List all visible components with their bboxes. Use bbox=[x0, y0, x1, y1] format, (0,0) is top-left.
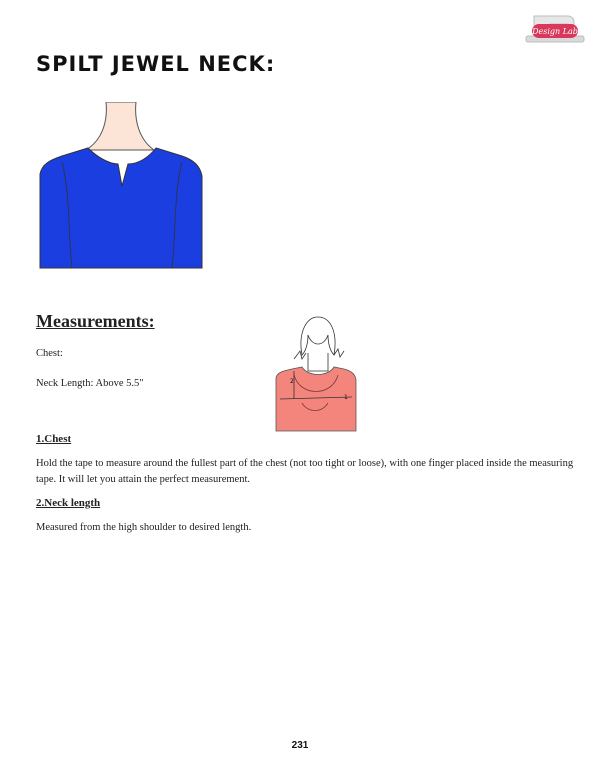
chest-section-heading: 1.Chest bbox=[36, 433, 72, 445]
neck-length-section-heading: 2.Neck length bbox=[36, 497, 101, 509]
measurement-figure bbox=[272, 313, 358, 433]
figure-hair bbox=[301, 317, 335, 355]
neck-length-measurement: Neck Length: Above 5.5" bbox=[36, 378, 144, 389]
figure-marker-2: 2 bbox=[290, 378, 294, 385]
measurements-heading: Measurements: bbox=[36, 311, 155, 331]
neck-length-section-text: Measured from the high shoulder to desired length. bbox=[36, 522, 252, 533]
chest-section-text: Hold the tape to measure around the fullest part of the chest (not too tight or loose), with one finger placed inside the measuring tape. It will let you attain the perfect measurement. bbox=[36, 458, 574, 485]
page-title: SPILT JEWEL NECK: bbox=[36, 52, 276, 76]
figure-neck bbox=[308, 353, 328, 371]
chest-measurement: Chest: bbox=[36, 348, 63, 359]
design-logo bbox=[520, 6, 592, 50]
figure-marker-1: 1 bbox=[344, 394, 348, 401]
svg-text:Design Lab: Design Lab bbox=[532, 27, 578, 36]
garment-body bbox=[40, 148, 202, 268]
split-jewel-neck-illustration bbox=[36, 102, 206, 270]
page-number: 231 bbox=[291, 740, 309, 751]
neck-skin bbox=[86, 102, 154, 150]
